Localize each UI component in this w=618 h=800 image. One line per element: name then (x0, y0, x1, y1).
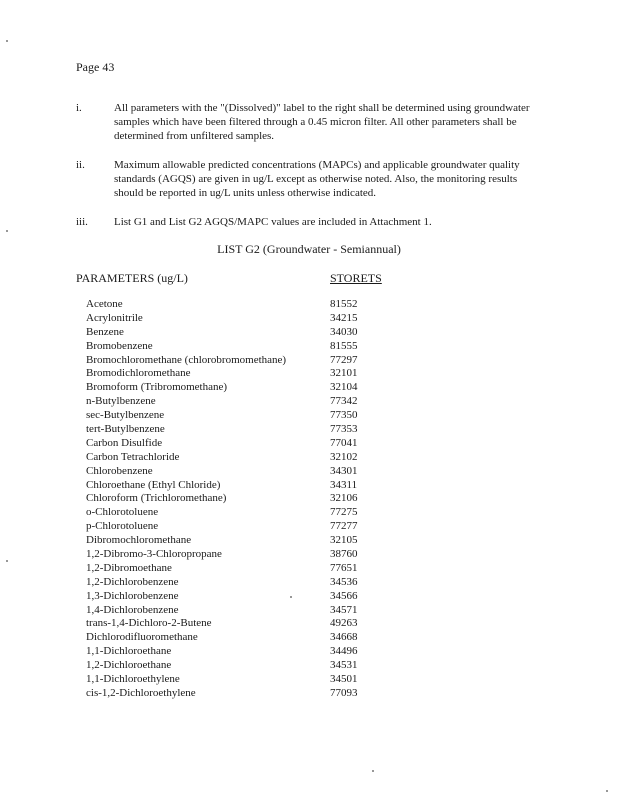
table-row (86, 590, 416, 604)
note-number: i. (76, 102, 82, 114)
note-iii (76, 215, 546, 229)
parameter-list (86, 298, 416, 701)
storet-code: 34531 (330, 659, 358, 672)
storet-code: 77342 (330, 395, 358, 408)
list-title: LIST G2 (Groundwater - Semiannual) (217, 242, 401, 256)
table-row (86, 395, 416, 409)
table-row (86, 631, 416, 645)
table-row (86, 520, 416, 534)
table-row (86, 673, 416, 687)
parameter-name: 1,3-Dichlorobenzene (86, 589, 179, 602)
table-row (86, 354, 416, 368)
storet-code: 32105 (330, 534, 358, 547)
parameter-name: p-Chlorotoluene (86, 520, 159, 533)
table-row (86, 312, 416, 326)
storet-code: 38760 (330, 548, 358, 561)
storet-code: 32101 (330, 367, 358, 380)
storet-code: 34215 (330, 311, 358, 324)
table-row (86, 687, 416, 701)
parameter-name: Bromoform (Tribromomethane) (86, 381, 228, 394)
parameters-column-header: PARAMETERS (ug/L) (76, 271, 188, 285)
note-i (76, 101, 546, 143)
scan-speck (6, 40, 8, 42)
storet-code: 81552 (330, 298, 358, 310)
parameter-name: Acrylonitrile (86, 311, 143, 324)
note-ii (76, 158, 546, 200)
parameter-name: 1,2-Dichlorobenzene (86, 575, 179, 588)
parameter-name: trans-1,4-Dichloro-2-Butene (86, 617, 212, 630)
scan-speck (606, 790, 608, 792)
table-row (86, 659, 416, 673)
parameter-name: Carbon Disulfide (86, 436, 163, 449)
parameter-name: 1,2-Dichloroethane (86, 659, 172, 672)
table-row (86, 479, 416, 493)
table-row (86, 534, 416, 548)
note-text: Maximum allowable predicted concentrations (MAPCs) and applicable groundwater quality standards (AGQS) are given in ug/L except as otherwise noted. Also, the monitoring results should be reported in ug/L units unless otherwise indicated. (114, 159, 520, 199)
parameter-name: Bromodichloromethane (86, 367, 191, 380)
scan-speck (290, 596, 292, 598)
table-row (86, 562, 416, 576)
parameter-name: cis-1,2-Dichloroethylene (86, 686, 196, 699)
table-row (86, 367, 416, 381)
table-row (86, 506, 416, 520)
note-number: iii. (76, 216, 88, 228)
table-row (86, 423, 416, 437)
parameter-name: Dichlorodifluoromethane (86, 631, 198, 644)
parameter-name: Chlorobenzene (86, 464, 153, 477)
parameter-name: sec-Butylbenzene (86, 409, 165, 422)
table-row (86, 326, 416, 340)
parameter-name: Chloroform (Trichloromethane) (86, 492, 227, 505)
storet-code: 34030 (330, 325, 358, 338)
storet-code: 77275 (330, 506, 358, 519)
storet-code: 77041 (330, 436, 358, 449)
parameter-name: Dibromochloromethane (86, 534, 192, 547)
scan-speck (6, 230, 8, 232)
scan-speck (372, 770, 374, 772)
storet-code: 32102 (330, 450, 358, 463)
parameter-name: n-Butylbenzene (86, 395, 156, 408)
storet-code: 34571 (330, 603, 358, 616)
parameter-name: tert-Butylbenzene (86, 423, 165, 436)
table-row (86, 437, 416, 451)
page-label: Page 43 (76, 60, 115, 74)
storet-code: 32106 (330, 492, 358, 505)
storet-code: 77277 (330, 520, 358, 533)
parameter-name: Bromobenzene (86, 339, 153, 352)
storet-code: 81555 (330, 339, 358, 352)
table-row (86, 604, 416, 618)
storet-code: 34501 (330, 673, 358, 686)
parameter-name: Bromochloromethane (chlorobromomethane) (86, 353, 287, 366)
storet-code: 32104 (330, 381, 358, 394)
parameter-name: 1,1-Dichloroethylene (86, 673, 180, 686)
parameter-name: Acetone (86, 298, 123, 310)
parameter-name: Benzene (86, 325, 124, 338)
storet-code: 34536 (330, 575, 358, 588)
parameter-name: 1,2-Dibromo-3-Chloropropane (86, 548, 222, 561)
table-row (86, 298, 416, 312)
parameter-name: Chloroethane (Ethyl Chloride) (86, 478, 221, 491)
table-row (86, 645, 416, 659)
storets-column-header: STORETS (330, 271, 382, 285)
table-row (86, 548, 416, 562)
note-text: All parameters with the "(Dissolved)" label to the right shall be determined using groundwater samples which have been filtered through a 0.45 micron filter. All other parameters shall be determined from unfiltered samples. (114, 102, 530, 142)
storet-code: 77297 (330, 353, 358, 366)
note-number: ii. (76, 159, 85, 171)
table-row (86, 451, 416, 465)
table-row (86, 492, 416, 506)
storet-code: 77093 (330, 686, 358, 699)
storet-code: 34301 (330, 464, 358, 477)
table-row (86, 465, 416, 479)
table-row (86, 340, 416, 354)
parameter-name: 1,4-Dichlorobenzene (86, 603, 179, 616)
storet-code: 34668 (330, 631, 358, 644)
note-text: List G1 and List G2 AGQS/MAPC values are included in Attachment 1. (114, 216, 432, 228)
storet-code: 77651 (330, 561, 358, 574)
scan-speck (6, 560, 8, 562)
storet-code: 34496 (330, 645, 358, 658)
parameter-name: 1,2-Dibromoethane (86, 561, 172, 574)
table-row (86, 409, 416, 423)
storet-code: 77353 (330, 423, 358, 436)
parameter-name: 1,1-Dichloroethane (86, 645, 172, 658)
table-row (86, 576, 416, 590)
storet-code: 49263 (330, 617, 358, 630)
storet-code: 34311 (330, 478, 358, 491)
storet-code: 34566 (330, 589, 358, 602)
parameter-name: Carbon Tetrachloride (86, 450, 180, 463)
table-row (86, 617, 416, 631)
storet-code: 77350 (330, 409, 358, 422)
table-row (86, 381, 416, 395)
parameter-name: o-Chlorotoluene (86, 506, 159, 519)
